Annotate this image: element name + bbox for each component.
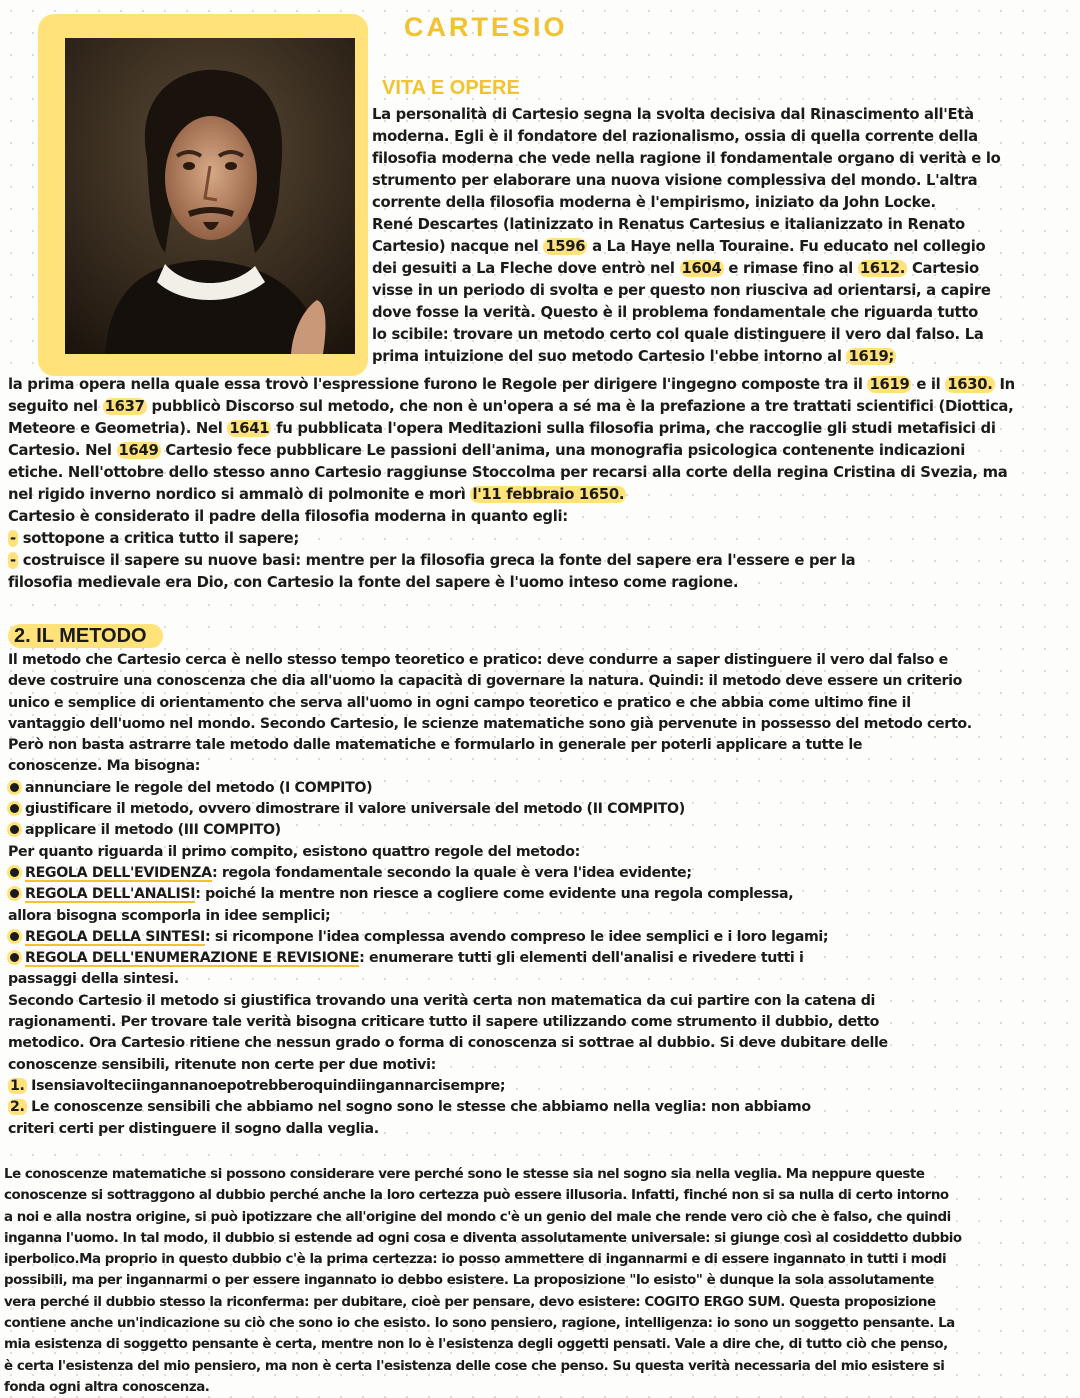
text-line: applicare il metodo (III COMPITO) — [25, 822, 281, 839]
text-line — [8, 884, 972, 905]
list-number: 2. — [10, 1099, 25, 1116]
text-line — [8, 863, 972, 884]
dash-bullet: - — [10, 552, 16, 569]
text-line: mia esistenza di soggetto pensante è certa, mentre non lo è l'esistenza degli oggetti pensati. Vale a dire che, di tutto ciò che penso, — [4, 1337, 948, 1353]
text-line — [8, 374, 1015, 396]
text-line — [372, 258, 1001, 280]
text-line: è certa l'esistenza del mio pensiero, ma non è certa l'esistenza delle cose che penso. Su questa verità necessaria del mio esistere si — [4, 1358, 945, 1374]
text-line: conoscenze. Ma bisogna: — [8, 758, 201, 775]
text-line: annunciare le regole del metodo (I COMPITO) — [25, 779, 373, 796]
bullet-icon — [10, 889, 19, 898]
text-line: passaggi della sintesi. — [8, 971, 179, 988]
text-line: : poiché la mentre non riesce a cogliere come evidente una regola complessa, — [195, 886, 794, 903]
text-line: a noi e alla nostra origine, si può ipotizzare che all'origine del mondo c'è un genio del male che rende vero ciò che è falso, che quindi — [4, 1209, 951, 1225]
text-line — [8, 550, 1015, 572]
date-highlight: 1641 — [229, 420, 270, 437]
rule-name: REGOLA DELL'EVIDENZA — [25, 864, 212, 881]
text-line: e rimase fino al — [723, 260, 858, 277]
text-line: costruisce il sapere su nuove basi: mentre per la filosofia greca la fonte del sapere era l'essere e per la — [17, 552, 856, 569]
text-line: filosofia moderna che vede nella ragione il fondamentale organo di verità e lo — [372, 150, 1001, 167]
text-line — [8, 396, 1015, 418]
text-line: Le conoscenze sensibili che abbiamo nel sogno sono le stesse che abbiamo nella veglia: non abbiamo — [26, 1099, 811, 1116]
text-line: Cartesio fece pubblicare Le passioni dell'anima, una monografia psicologica contenente indicazioni — [160, 442, 966, 459]
text-line: prima intuizione del suo metodo Cartesio l'ebbe intorno al — [372, 348, 847, 365]
text-line — [8, 948, 972, 969]
date-highlight: 1596 — [545, 238, 586, 255]
text-line: Cartesio) nacque nel — [372, 238, 544, 255]
text-line: conoscenze si sottraggono al dubbio perché anche la loro certezza può essere illusoria. Infatti, finché non si sa nulla di certo intorno — [4, 1188, 949, 1204]
text-line: Secondo Cartesio il metodo si giustifica trovando una verità certa non matematica da cui partire con la catena di — [8, 992, 876, 1009]
text-line: fonda ogni altra conoscenza. — [4, 1379, 210, 1395]
text-line: vantaggio dell'uomo nel mondo. Secondo Cartesio, le scienze matematiche sono già pervenute in possesso del metodo certo. — [8, 715, 972, 732]
text-line: fu pubblicata l'opera Meditazioni sulla filosofia prima, che raccoglie gli studi metafisici di — [271, 420, 996, 437]
text-line: seguito nel — [8, 398, 103, 415]
text-line: : enumerare tutti gli elementi dell'analisi e rivedere tutti i — [359, 950, 804, 967]
text-line: lo scibile: trovare un metodo certo col quale distinguere il vero dal falso. La — [372, 326, 984, 343]
doubt-cogito-text — [4, 1164, 962, 1398]
text-line — [8, 778, 972, 799]
text-line — [8, 820, 972, 841]
text-line: : regola fondamentale secondo la quale è vera l'idea evidente; — [212, 864, 692, 881]
text-line: e il — [911, 376, 946, 393]
date-highlight: l'11 febbraio 1650. — [472, 486, 625, 503]
text-line: René Descartes (latinizzato in Renatus Cartesius e italianizzato in Renato — [372, 216, 965, 233]
date-highlight: 1612. — [859, 260, 906, 277]
bullet-icon — [10, 825, 19, 834]
text-line: strumento per elaborare una nuova visione complessiva del mondo. L'altra — [372, 172, 978, 189]
text-line: vera perché il dubbio stesso la riconferma: per dubitare, cioè per pensare, devo esistere: COGITO ERGO SUM. Questa proposizione — [4, 1294, 936, 1310]
text-line — [8, 484, 1015, 506]
rule-name: REGOLA DELL'ENUMERAZIONE E REVISIONE — [25, 950, 360, 967]
date-highlight: 1604 — [681, 260, 722, 277]
text-line — [8, 799, 972, 820]
text-line: Meteore e Geometria). Nel — [8, 420, 228, 437]
text-line: ragionamenti. Per trovare tale verità bisogna criticare tutto il sapere utilizzando come strumento il dubbio, detto — [8, 1014, 880, 1031]
text-line: allora bisogna scomporla in idee semplici; — [8, 907, 331, 924]
date-highlight: 1630. — [947, 376, 993, 393]
text-line: metodico. Ora Cartesio ritiene che nessun grado o forma di conoscenza si sottrae al dubbio. Si deve dubitare delle — [8, 1035, 888, 1052]
text-line: inganna l'uomo. In tal modo, il dubbio si estende ad ogni cosa e diventa assolutamente universale: si giunge così al cosiddetto dubbio — [4, 1230, 962, 1246]
list-number: 1. — [10, 1077, 25, 1094]
text-line: Però non basta astrarre tale metodo dalle matematiche e formularlo in generale per poterli applicare a tutte le — [8, 737, 863, 754]
text-line: iperbolico.Ma proprio in questo dubbio c'è la prima certezza: io posso ammettere di ingannarmi e di essere ingannato in tutti i modi — [4, 1252, 947, 1268]
text-line: conoscenze sensibili, ritenute non certe per due motivi: — [8, 1056, 436, 1073]
text-line — [8, 440, 1015, 462]
bullet-icon — [10, 932, 19, 941]
text-line: visse in un periodo di svolta e per questo non riusciva ad orientarsi, a capire — [372, 282, 991, 299]
biography-intro-text — [372, 104, 1001, 368]
biography-full-width-text — [8, 374, 1015, 594]
text-line — [372, 236, 1001, 258]
date-highlight: 1649 — [118, 442, 159, 459]
text-line: Cartesio — [907, 260, 979, 277]
text-line: dei gesuiti a La Fleche dove entrò nel — [372, 260, 680, 277]
text-line — [8, 927, 972, 948]
text-line: possibili, ma per ingannarmi o per essere ingannato io debbo esistere. La proposizione "Io esisto" è dunque la sola assolutamente — [4, 1273, 934, 1289]
text-line — [372, 346, 1001, 368]
descartes-portrait-illustration — [65, 38, 355, 354]
bullet-icon — [10, 783, 19, 792]
bullet-icon — [10, 804, 19, 813]
text-line — [8, 528, 1015, 550]
text-line: Per quanto riguarda il primo compito, esistono quattro regole del metodo: — [8, 843, 580, 860]
text-line: La personalità di Cartesio segna la svolta decisiva dal Rinascimento all'Età — [372, 106, 974, 123]
text-line: a La Haye nella Touraine. Fu educato nel collegio — [587, 238, 986, 255]
text-line: Le conoscenze matematiche si possono considerare vere perché sono le stesse sia nel sogno sia nella veglia. Ma neppure queste — [4, 1167, 925, 1182]
portrait-image — [65, 38, 355, 354]
text-line: Il metodo che Cartesio cerca è nello stesso tempo teoretico e pratico: deve condurre a saper distinguere il vero dal falso e — [8, 652, 948, 668]
method-text — [8, 650, 972, 1140]
text-line: In — [994, 376, 1015, 393]
text-line — [8, 1076, 972, 1097]
text-line: sottopone a critica tutto il sapere; — [17, 530, 300, 547]
text-line: filosofia medievale era Dio, con Cartesio la fonte del sapere è l'uomo inteso come ragione. — [8, 574, 739, 591]
text-line: giustificare il metodo, ovvero dimostrare il valore universale del metodo (II COMPITO) — [25, 801, 685, 818]
dash-bullet: - — [10, 530, 16, 547]
date-highlight: 1619; — [848, 348, 895, 365]
text-line: Cartesio è considerato il padre della filosofia moderna in quanto egli: — [8, 508, 568, 525]
text-line — [8, 1097, 972, 1118]
text-line: moderna. Egli è il fondatore del razionalismo, ossia di quella corrente della — [372, 128, 978, 145]
bullet-icon — [10, 868, 19, 877]
section-heading-vita-e-opere: VITA E OPERE — [382, 77, 520, 99]
text-line: unico e semplice di orientamento che serva all'uomo in ogni campo teoretico e pratico e che abbia come ultimo fine il — [8, 694, 911, 711]
rule-name: REGOLA DELLA SINTESI — [25, 928, 205, 945]
text-line: dove fosse la verità. Questo è il problema fondamentale che riguarda tutto — [372, 304, 978, 321]
date-highlight: 1637 — [104, 398, 145, 415]
text-line: contiene anche un'indicazione su ciò che sono io che esisto. Io sono pensiero, ragione, intelligenza: io sono un soggetto pensante. La — [4, 1316, 955, 1332]
text-line: : si ricompone l'idea complessa avendo compreso le idee semplici e i loro legami; — [205, 928, 829, 945]
text-line: etiche. Nell'ottobre dello stesso anno Cartesio raggiunse Stoccolma per recarsi alla corte della regina Cristina di Svezia, ma — [8, 464, 1008, 481]
text-line: Cartesio. Nel — [8, 442, 117, 459]
section-heading-il-metodo: 2. IL METODO — [8, 624, 163, 648]
text-line: Isensiavolteciingannanoepotrebberoquindiingannarcisempre; — [26, 1077, 506, 1094]
bullet-icon — [10, 953, 19, 962]
text-line: deve costruire una conoscenza che dia all'uomo la capacità di governare la natura. Quindi: il metodo deve essere un criterio — [8, 673, 963, 690]
text-line: corrente della filosofia moderna è l'empirismo, iniziato da John Locke. — [372, 194, 936, 211]
text-line: nel rigido inverno nordico si ammalò di polmonite e morì — [8, 486, 471, 503]
text-line: criteri certi per distinguere il sogno dalla veglia. — [8, 1120, 379, 1137]
text-line: la prima opera nella quale essa trovò l'espressione furono le Regole per dirigere l'ingegno composte tra il — [8, 376, 868, 393]
date-highlight: 1619 — [869, 376, 910, 393]
text-line: pubblicò Discorso sul metodo, che non è un'opera a sé ma è la prefazione a tre trattati scientifici (Diottica, — [146, 398, 1014, 415]
page-title: CARTESIO — [404, 12, 568, 42]
text-line — [8, 418, 1015, 440]
rule-name: REGOLA DELL'ANALISI — [25, 886, 196, 903]
